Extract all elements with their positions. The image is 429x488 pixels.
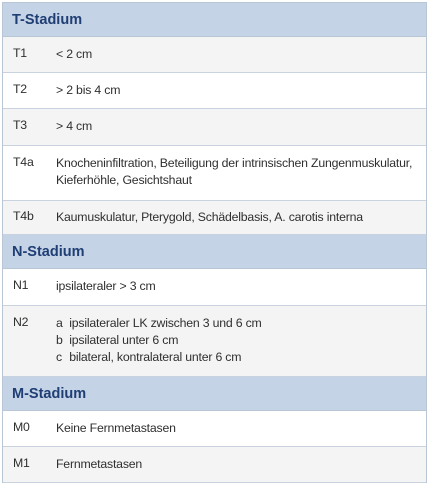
tnm-staging-table [2,2,427,483]
description-line: Knocheninfiltration, Beteiligung der intrinsischen Zungenmuskulatur, [56,156,413,170]
table-row-n2 [3,306,426,377]
table-row-m0 [3,411,426,447]
table-row-t4a [3,146,426,201]
stage-description [56,155,426,189]
stage-description: < 2 cm [56,47,93,61]
table-row-m1 [3,447,426,483]
stage-code: T2 [13,82,27,96]
table-row-t1 [3,37,426,73]
stage-description: Kaumuskulatur, Pterygold, Schädelbasis, A. carotis interna [56,210,363,224]
table-row-t3 [3,109,426,146]
stage-code: T4a [13,155,34,169]
stage-code: N1 [13,278,29,292]
sub-item [56,349,426,366]
stage-code: T4b [13,209,34,223]
sub-item-letter: b [56,333,63,347]
stage-code: T1 [13,46,27,60]
stage-code: N2 [13,315,29,329]
sub-item [56,332,426,349]
section-header-t-stadium [3,3,426,37]
description-line: Kieferhöhle, Gesichtshaut [56,173,192,187]
table-row-t2 [3,73,426,109]
stage-code: M1 [13,456,30,470]
sub-item-letter: a [56,316,63,330]
stage-description: > 2 bis 4 cm [56,83,121,97]
section-header-n-stadium [3,235,426,269]
stage-code: T3 [13,118,27,132]
sub-item-text: bilateral, kontralateral unter 6 cm [69,350,242,364]
stage-description: Fernmetastasen [56,457,143,471]
sub-item [56,315,426,332]
stage-description: Keine Fernmetastasen [56,421,176,435]
stage-description [56,315,426,366]
table-row-t4b [3,201,426,235]
section-title: M-Stadium [12,385,87,402]
section-title: T-Stadium [12,11,83,28]
sub-item-text: ipsilateral unter 6 cm [69,333,179,347]
section-header-m-stadium [3,377,426,411]
stage-description: > 4 cm [56,119,93,133]
sub-item-letter: c [56,350,62,364]
sub-item-text: ipsilateraler LK zwischen 3 und 6 cm [69,316,262,330]
stage-code: M0 [13,420,30,434]
stage-description: ipsilateraler > 3 cm [56,279,156,293]
section-title: N-Stadium [12,243,85,260]
table-row-n1 [3,269,426,306]
